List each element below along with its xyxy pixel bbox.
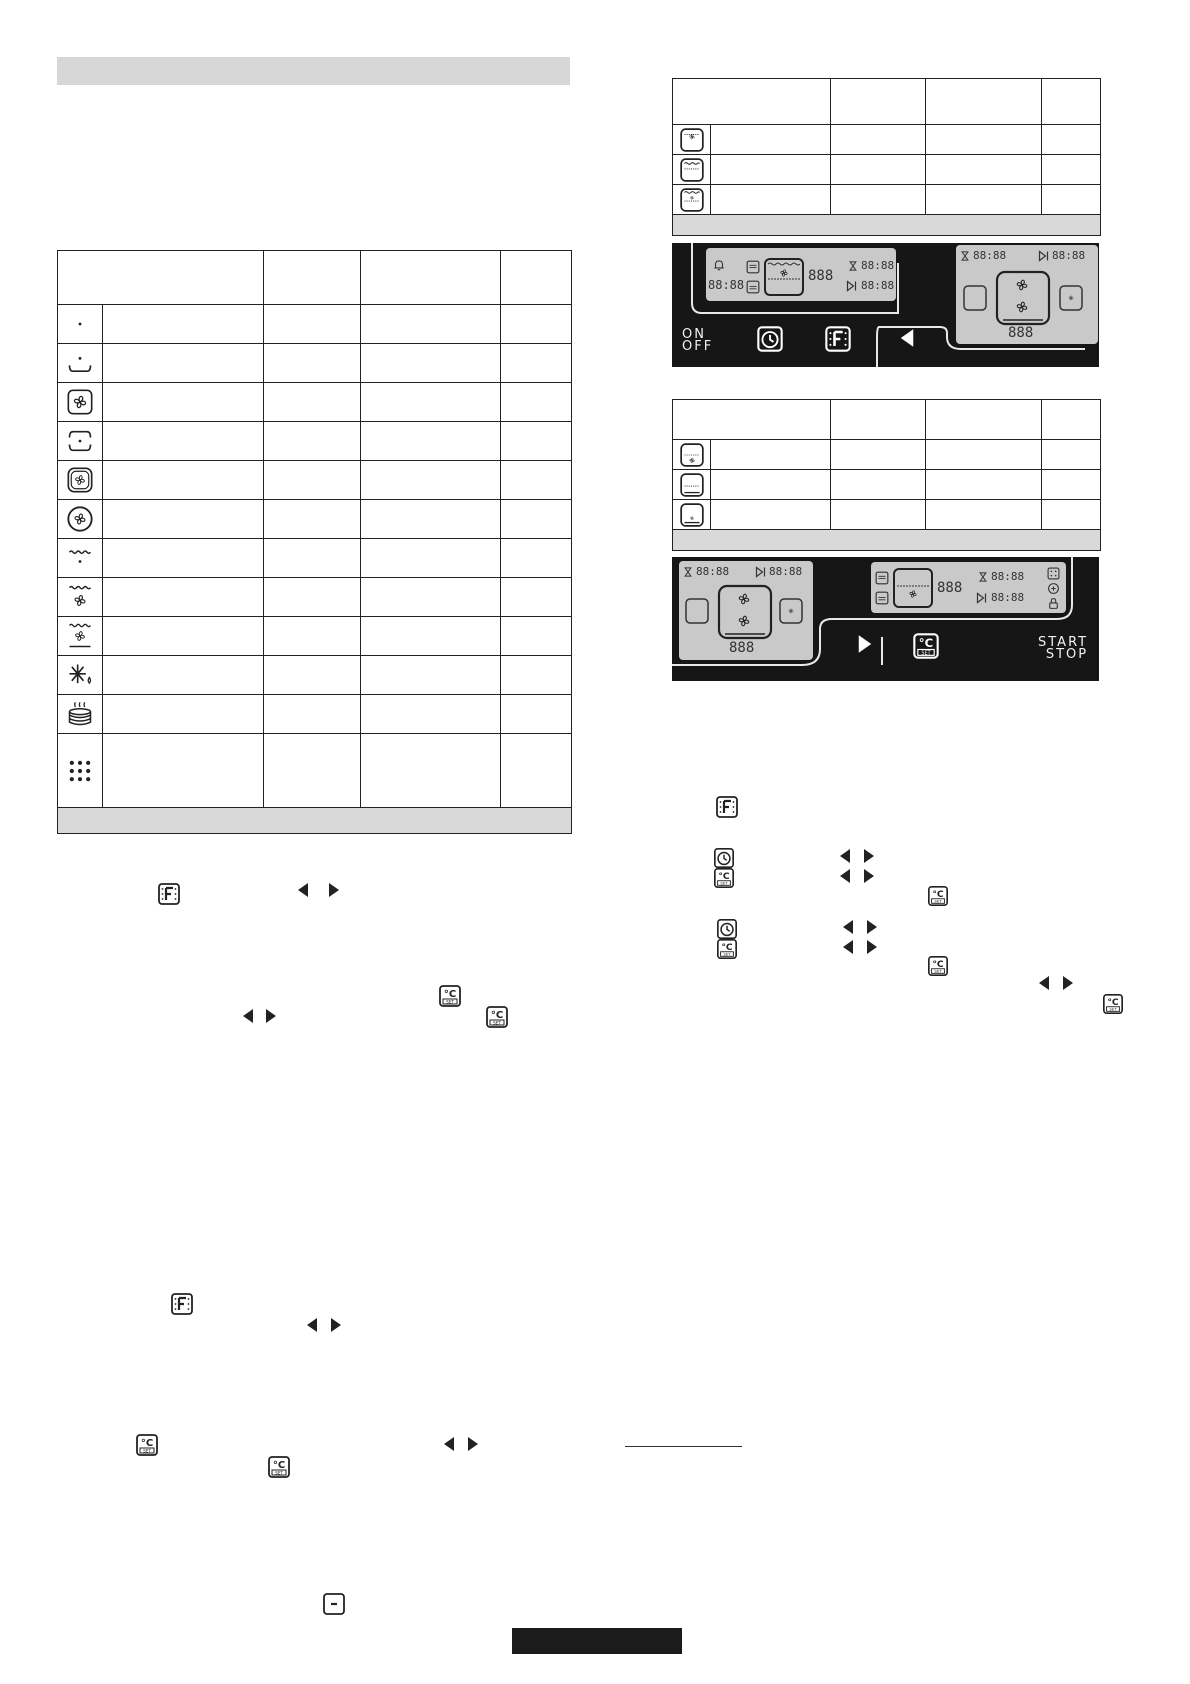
oven-functions-table: [57, 250, 572, 834]
end-time-icon: [846, 280, 858, 292]
temp-set-key-icon: [927, 955, 949, 977]
table-row: [58, 695, 572, 734]
lcd-lower-timer-b: 88:88: [769, 565, 803, 578]
svg-text:°C: °C: [918, 636, 934, 651]
upper-grill-icon: [679, 157, 705, 183]
grill-fan-bottom-icon: [66, 622, 94, 650]
lcd-right-timer-a: 88:88: [973, 249, 1007, 262]
function-key-icon: [157, 882, 181, 906]
lower-fan-icon: [679, 442, 705, 468]
table-row: [58, 422, 572, 461]
section-header-bar: [57, 57, 570, 85]
table-row: [58, 344, 572, 383]
arrow-left-icon: [837, 868, 853, 884]
table-footer-row: [673, 530, 1101, 551]
grid-icon: [1047, 567, 1060, 580]
lower-oven-small-icon: [746, 280, 760, 294]
arrow-right-icon: [864, 939, 880, 955]
table-header-row: [58, 251, 572, 305]
table-row: [58, 617, 572, 656]
lcd-lower-right-timer-a: 88:88: [991, 570, 1025, 583]
table-row: [673, 185, 1101, 215]
right-cavity-icon: [1059, 285, 1083, 311]
temp-set-key-icon: [1102, 993, 1124, 1015]
arrow-left-icon: [240, 1008, 256, 1024]
lcd-lower-right-timer-b: 88:88: [991, 591, 1025, 604]
bottom-heat-icon: [66, 349, 94, 377]
end-time-icon: [1038, 250, 1050, 262]
lower-oven-table: [672, 399, 1101, 551]
clock-key-icon: [716, 918, 738, 940]
table-row: [673, 500, 1101, 530]
arrow-right-icon: [1060, 975, 1076, 991]
on-off-button[interactable]: ON OFF: [682, 327, 714, 354]
upper-oven-small-icon: [746, 260, 760, 274]
page-footer-bar: [512, 1628, 682, 1654]
arrow-right-icon: [263, 1008, 279, 1024]
table-footer-row: [673, 215, 1101, 236]
end-time-icon: [755, 566, 767, 578]
cavity-fan-display-icon: [995, 270, 1051, 326]
lower-oven-small-icon: [875, 591, 889, 605]
right-cavity-icon: [779, 598, 803, 624]
upper-grill-fan-icon: [679, 187, 705, 213]
table-row: [58, 578, 572, 617]
lcd-temp-digits: 888: [808, 268, 834, 284]
temp-set-key-icon: [716, 938, 738, 960]
lcd-right: [956, 245, 1098, 344]
lcd-clock-digits: 88:88: [708, 278, 745, 292]
hourglass-icon: [848, 260, 858, 272]
upper-fan-icon: [679, 127, 705, 153]
lcd-lower-right: [871, 562, 1066, 613]
function-key-icon: [170, 1292, 194, 1316]
temp-set-key-icon: [927, 885, 949, 907]
lcd-lower-left: [679, 561, 813, 660]
plate-warming-icon: [66, 700, 94, 728]
end-time-icon: [976, 592, 988, 604]
lcd-timer-b: 88:88: [861, 279, 895, 292]
selected-function-icon: [764, 258, 804, 296]
grill-fan-icon: [66, 583, 94, 611]
arrow-left-icon: [837, 848, 853, 864]
table-row: [673, 470, 1101, 500]
arrow-left-icon: [840, 919, 856, 935]
table-row: [673, 155, 1101, 185]
arrow-right-icon: [465, 1436, 481, 1452]
top-bottom-heat-icon: [66, 427, 94, 455]
lcd-lower-timer-a: 88:88: [696, 565, 730, 578]
hourglass-icon: [978, 571, 988, 583]
minus-key-icon: [322, 1592, 346, 1616]
arrow-right-icon: [328, 1317, 344, 1333]
lcd-right-temp: 888: [1008, 325, 1034, 341]
table-row: [58, 383, 572, 422]
hourglass-icon: [683, 566, 693, 578]
lcd-timer-a: 88:88: [861, 259, 895, 272]
lcd-left: [706, 248, 896, 301]
temp-set-key-icon: [438, 984, 462, 1008]
upper-oven-table: [672, 78, 1101, 236]
probe-icon: [1047, 582, 1060, 595]
table-footer-row: [58, 808, 572, 834]
table-row: [58, 656, 572, 695]
lower-heat-icon: [679, 472, 705, 498]
cavity-fan-display-icon: [717, 584, 773, 640]
arrow-left-icon: [295, 882, 311, 898]
arrow-right-icon: [326, 882, 342, 898]
table-header-row: [673, 400, 1101, 440]
table-row: [673, 125, 1101, 155]
left-cavity-icon: [963, 285, 987, 311]
grill-icon: [66, 544, 94, 572]
footnote-separator: [625, 1446, 742, 1447]
dot-icon: [67, 311, 93, 337]
temp-set-key-icon: [267, 1455, 291, 1479]
table-row: [673, 440, 1101, 470]
temp-set-key-icon: [135, 1433, 159, 1457]
arrow-right-icon: [861, 848, 877, 864]
arrow-left-icon: [840, 939, 856, 955]
multi-dot-icon: [66, 757, 94, 785]
temp-set-key-icon: [713, 867, 735, 889]
function-key-icon: [715, 795, 739, 819]
fan-ring-icon: [66, 466, 94, 494]
clock-key-icon: [713, 847, 735, 869]
control-panel-lower: [672, 557, 1099, 681]
left-cavity-icon: [685, 598, 709, 624]
function-button[interactable]: [824, 325, 852, 353]
table-row: [58, 734, 572, 808]
lower-bottom-fan-icon: [679, 502, 705, 528]
clock-button[interactable]: [756, 325, 784, 353]
lcd-right-timer-b: 88:88: [1052, 249, 1086, 262]
lcd-lower-right-temp: 888: [937, 580, 963, 596]
temp-set-button[interactable]: [912, 632, 940, 660]
table-row: [58, 539, 572, 578]
control-panel-upper: [672, 243, 1099, 367]
arrow-left-icon: [304, 1317, 320, 1333]
left-arrow-button[interactable]: [897, 328, 917, 348]
arrow-right-icon: [861, 868, 877, 884]
selected-function-icon: [893, 568, 933, 608]
bell-icon: [712, 258, 726, 272]
start-stop-button[interactable]: START STOP: [1038, 635, 1089, 662]
arrow-left-icon: [441, 1436, 457, 1452]
right-arrow-button[interactable]: [855, 634, 875, 654]
table-row: [58, 461, 572, 500]
table-row: [58, 305, 572, 344]
arrow-right-icon: [864, 919, 880, 935]
lcd-lower-temp: 888: [729, 640, 755, 656]
temp-set-key-icon: [485, 1005, 509, 1029]
circular-fan-icon: [66, 505, 94, 533]
table-row: [58, 500, 572, 539]
table-header-row: [673, 79, 1101, 125]
svg-text:SET: SET: [921, 650, 931, 657]
hourglass-icon: [960, 250, 970, 262]
upper-oven-small-icon: [875, 571, 889, 585]
lock-icon: [1047, 597, 1060, 610]
arrow-left-icon: [1036, 975, 1052, 991]
fan-icon: [66, 388, 94, 416]
defrost-icon: [66, 661, 94, 689]
